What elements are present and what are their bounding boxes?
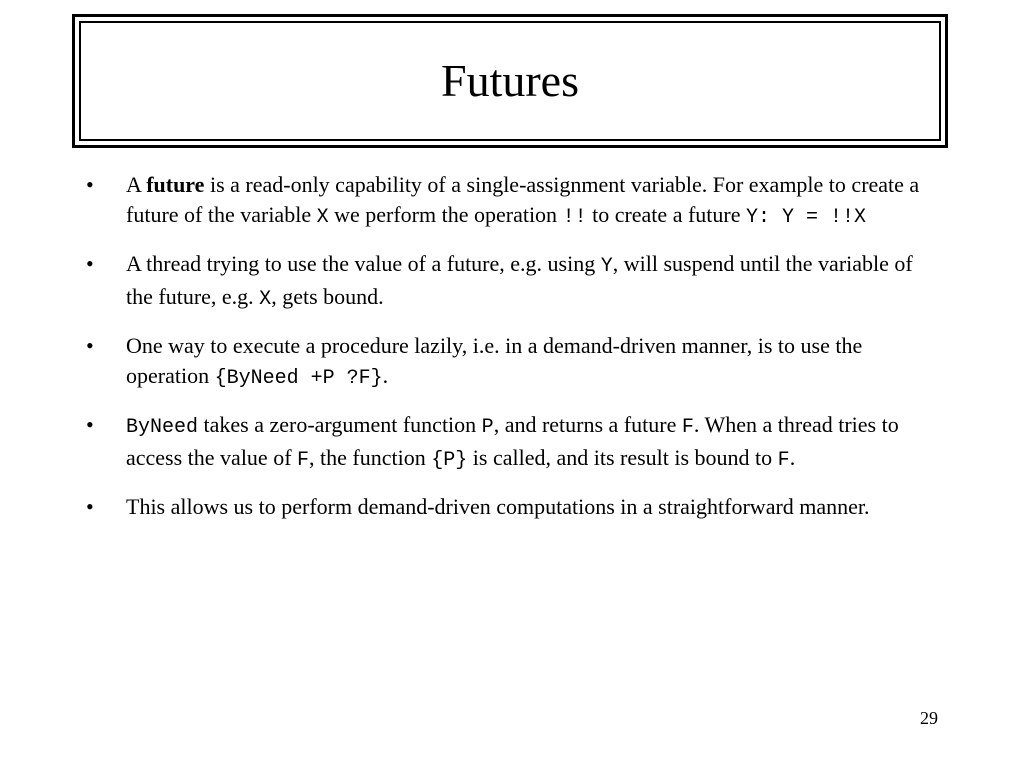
bullet-marker: • <box>86 333 94 358</box>
bullet-text: . When a thread tries to access the value of <box>126 412 899 470</box>
code-text: X <box>316 206 329 229</box>
bullet-text: we perform the operation <box>328 202 563 227</box>
bullet-text: This allows us to perform demand-driven computations in a straightforward manner. <box>126 494 870 519</box>
bullet-list <box>84 170 929 538</box>
title-frame <box>79 21 941 141</box>
code-text: F <box>681 416 694 439</box>
bullet-text: is a read-only capability of a single-assignment variable. For example to create a future of the variable <box>126 172 920 227</box>
bullet-text: , the function <box>309 445 432 470</box>
bullet-marker: • <box>86 172 94 197</box>
bullet-text: , will suspend until the variable of the future, e.g. <box>126 251 913 309</box>
bullet-text: . <box>789 445 796 470</box>
code-text: Y <box>600 255 613 278</box>
bullet-marker: • <box>86 251 94 276</box>
bullet-item <box>84 331 929 394</box>
bullet-item <box>84 170 929 233</box>
bullet-text: , and returns a future <box>493 412 682 437</box>
bullet-text: is called, and its result is bound to <box>467 445 778 470</box>
code-text: {ByNeed +P ?F} <box>214 367 383 390</box>
slide-title: Futures <box>441 55 579 106</box>
bullet-item <box>84 410 929 476</box>
code-text: ByNeed <box>126 416 199 439</box>
bullet-text: to create a future <box>586 202 746 227</box>
bullet-text: . <box>382 363 389 388</box>
code-text: !! <box>562 206 587 229</box>
bullet-text: A thread trying to use the value of a future, e.g. using <box>126 251 601 276</box>
bullet-text: takes a zero-argument function <box>198 412 482 437</box>
page-number: 29 <box>920 708 938 728</box>
bullet-text: A <box>126 172 147 197</box>
code-text: {P} <box>431 449 468 472</box>
bold-term: future <box>146 172 205 197</box>
bullet-marker: • <box>86 494 94 519</box>
code-text: X <box>259 288 272 311</box>
code-text: F <box>777 449 790 472</box>
bullet-text: One way to execute a procedure lazily, i.e. in a demand-driven manner, is to use the operation <box>126 333 863 388</box>
title-box <box>72 14 948 148</box>
code-text: P <box>481 416 494 439</box>
bullet-item <box>84 249 929 315</box>
bullet-marker: • <box>86 412 94 437</box>
bullet-item <box>84 492 929 522</box>
bullet-text: , gets bound. <box>271 284 384 309</box>
code-text: Y: Y = !!X <box>745 206 867 229</box>
code-text: F <box>297 449 310 472</box>
